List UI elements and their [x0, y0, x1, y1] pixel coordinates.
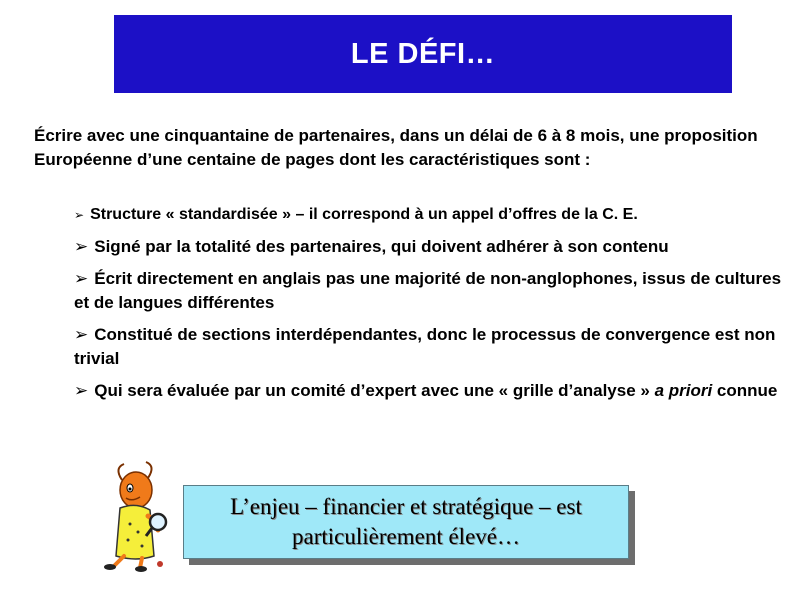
callout-box: [183, 485, 629, 559]
bullet-text-italic: a priori: [654, 381, 713, 400]
bullet-text: Constitué de sections interdépendantes, donc le processus de convergence est non trivial: [74, 325, 776, 368]
bullet-list: [74, 203, 789, 411]
arrow-bullet-icon: ➢: [74, 237, 89, 256]
bullet-text: Écrit directement en anglais pas une majorité de non-anglophones, issus de cultures et de langues différentes: [74, 269, 782, 312]
list-item: [74, 235, 789, 259]
arrow-bullet-icon: ➢: [74, 325, 89, 344]
callout-text: L’enjeu – financier et stratégique – est particulièrement élevé…: [230, 494, 582, 549]
arrow-bullet-icon: ➢: [74, 208, 85, 222]
bullet-text: Structure « standardisée » – il correspond à un appel d’offres de la C. E.: [90, 206, 638, 223]
bullet-text: Qui sera évaluée par un comité d’expert avec une « grille d’analyse »: [94, 381, 655, 400]
list-item: [74, 203, 789, 227]
title-banner: [114, 15, 732, 93]
list-item: [74, 379, 789, 403]
bullet-text: connue: [712, 381, 778, 400]
intro-paragraph: Écrire avec une cinquantaine de partenaires, dans un délai de 6 à 8 mois, une proposition Européenne d’une centaine de pages dont les caractéristiques sont :: [34, 126, 758, 169]
detective-mascot-icon: [92, 460, 172, 572]
bullet-text: Signé par la totalité des partenaires, qui doivent adhérer à son contenu: [94, 237, 669, 256]
slide-title: LE DÉFI…: [350, 37, 496, 70]
arrow-bullet-icon: ➢: [74, 381, 89, 400]
list-item: [74, 323, 789, 371]
arrow-bullet-icon: ➢: [74, 269, 89, 288]
list-item: [74, 267, 789, 315]
